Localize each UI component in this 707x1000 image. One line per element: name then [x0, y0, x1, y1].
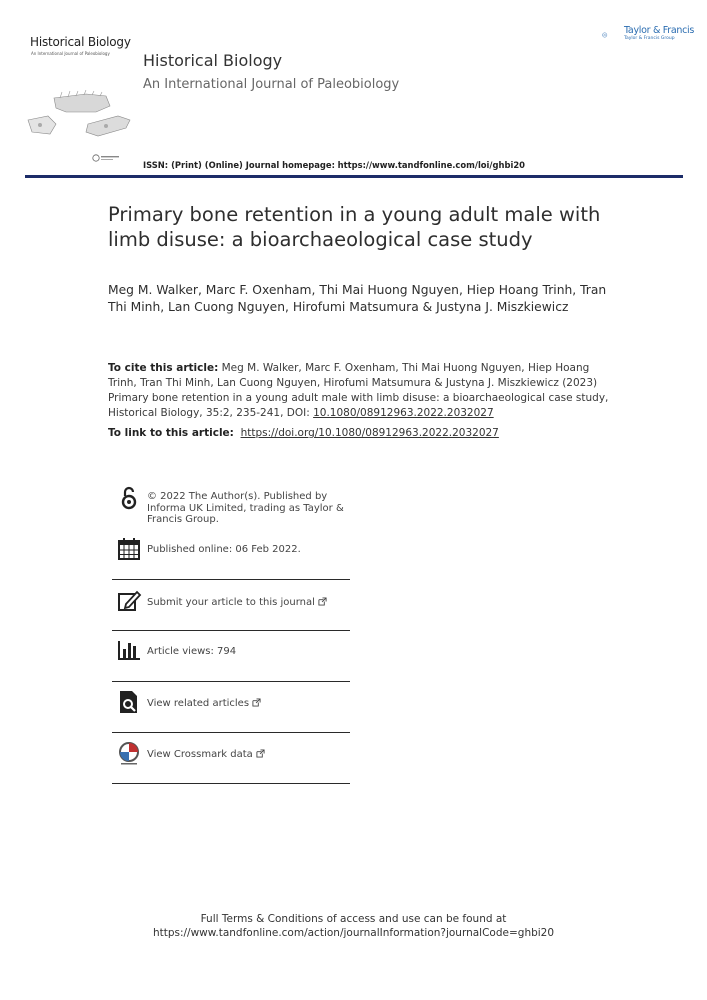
external-link-icon: [318, 597, 327, 606]
external-link-icon: [252, 698, 261, 707]
citation-label: To cite this article:: [108, 362, 219, 374]
cover-publisher-logo: [92, 153, 122, 163]
publisher-name: Taylor & Francis: [624, 25, 695, 36]
submit-article-label: Submit your article to this journal: [147, 597, 327, 609]
published-row: [112, 536, 350, 566]
article-doi-link[interactable]: https://doi.org/10.1080/08912963.2022.2032027: [240, 427, 499, 439]
journal-title: Historical Biology: [143, 51, 283, 70]
article-authors: Meg M. Walker, Marc F. Oxenham, Thi Mai Huong Nguyen, Hiep Hoang Trinh, Tran Thi Minh, Lan Cuong Nguyen, Hirofumi Matsumura & Justyna J. Miszkiewicz: [108, 283, 607, 314]
article-views-row: [112, 637, 350, 667]
bar-chart-icon: [116, 637, 142, 663]
issn-line: [143, 160, 525, 170]
published-date: Published online: 06 Feb 2022.: [147, 544, 301, 555]
article-link-line: [108, 427, 499, 439]
link-label: To link to this article:: [108, 427, 234, 439]
submit-article-link[interactable]: [112, 588, 350, 618]
calendar-icon: [116, 536, 142, 562]
journal-homepage-link[interactable]: https://www.tandfonline.com/loi/ghbi20: [337, 160, 525, 170]
article-views-text: Article views: 794: [147, 646, 237, 657]
journal-subtitle: An International Journal of Paleobiology: [143, 77, 400, 92]
document-search-icon: [116, 689, 142, 715]
info-divider: [112, 681, 350, 682]
license-text: © 2022 The Author(s). Published by Informa UK Limited, trading as Taylor & Francis Group.: [147, 491, 344, 525]
open-access-lock-icon: [116, 485, 142, 511]
terms-footer-link[interactable]: https://www.tandfonline.com/action/journalInformation?journalCode=ghbi20: [152, 927, 555, 939]
cover-subtitle: An International Journal of Paleobiology: [31, 51, 110, 56]
related-articles-label: View related articles: [147, 698, 261, 710]
info-divider: [112, 783, 350, 784]
info-divider: [112, 630, 350, 631]
taylor-francis-logo-icon[interactable]: [602, 24, 624, 46]
header-divider: [25, 175, 683, 178]
cover-title: Historical Biology: [30, 35, 131, 49]
license-row: [112, 487, 350, 527]
crossmark-icon: [116, 741, 142, 767]
info-divider: [112, 579, 350, 580]
info-divider: [112, 732, 350, 733]
external-link-icon: [256, 749, 265, 758]
terms-footer-line1: Full Terms & Conditions of access and use can be found at: [200, 913, 507, 925]
article-title: Primary bone retention in a young adult male with limb disuse: a bioarchaeological case study: [108, 203, 601, 251]
edit-icon: [116, 588, 142, 614]
cover-fossil-illustration: [26, 90, 136, 140]
issn-label: ISSN: (Print) (Online) Journal homepage:: [143, 160, 335, 170]
publisher-group: Taylor & Francis Group: [624, 36, 675, 41]
crossmark-link[interactable]: [112, 741, 350, 771]
related-articles-link[interactable]: [112, 689, 350, 719]
citation-doi-link[interactable]: 10.1080/08912963.2022.2032027: [313, 407, 494, 419]
citation-block: [108, 361, 618, 421]
crossmark-label: View Crossmark data: [147, 749, 265, 761]
terms-footer: [0, 912, 707, 940]
citation-text: Meg M. Walker, Marc F. Oxenham, Thi Mai Huong Nguyen, Hiep Hoang Trinh, Tran Thi Minh, Lan Cuong Nguyen, Hirofumi Matsumura & Justyna J. Miszkiewicz (2023) Primary bone retention in a young adult male with limb disuse: a bioarchaeological case study, Historical Biology, 35:2, 235-241, DOI:: [108, 362, 609, 419]
